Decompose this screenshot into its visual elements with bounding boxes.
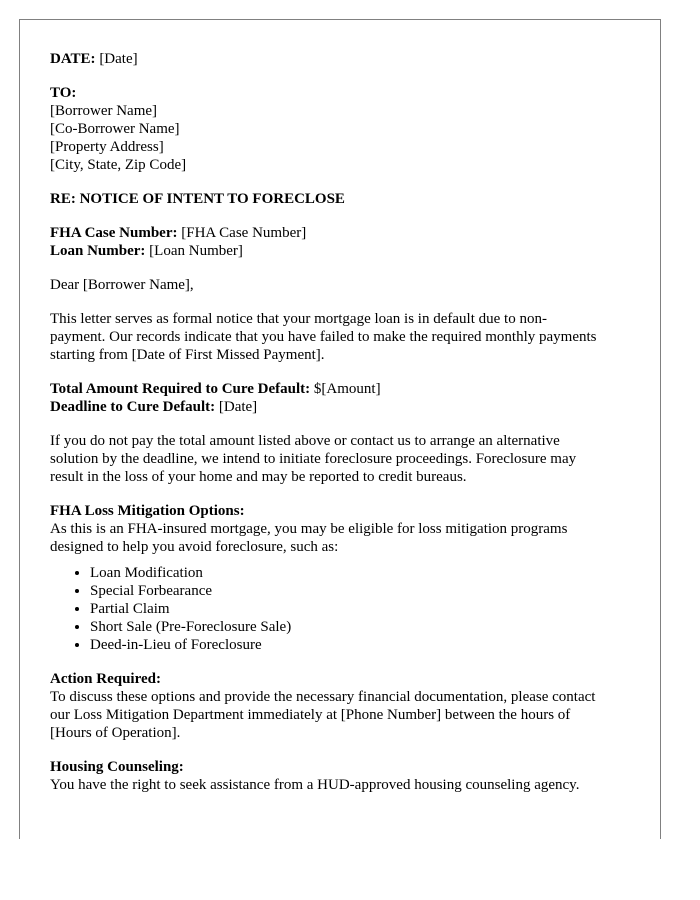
intro-paragraph xyxy=(50,310,640,364)
loan-number-label: Loan Number: xyxy=(50,243,146,259)
loan-number-line xyxy=(50,242,640,260)
action-heading: Action Required: xyxy=(50,671,161,687)
date-line xyxy=(50,50,640,68)
cure-deadline-value: [Date] xyxy=(218,399,258,415)
warning-paragraph xyxy=(50,432,640,486)
intro-line: starting from [Date of First Missed Payment]. xyxy=(50,347,325,363)
letter-page xyxy=(19,19,661,839)
fha-case-line xyxy=(50,224,640,242)
date-value: [Date] xyxy=(99,51,138,67)
cure-block xyxy=(50,380,640,416)
mitigation-line: As this is an FHA-insured mortgage, you may be eligible for loss mitigation programs xyxy=(50,521,568,537)
intro-line: This letter serves as formal notice that your mortgage loan is in default due to non- xyxy=(50,311,547,327)
recipient-line: [Property Address] xyxy=(50,139,164,155)
mitigation-line: designed to help you avoid foreclosure, such as: xyxy=(50,539,339,555)
cure-deadline-line xyxy=(50,398,640,416)
list-item: • Partial Claim xyxy=(90,600,640,618)
counseling-line: You have the right to seek assistance from a HUD-approved housing counseling agency. xyxy=(50,777,580,793)
date-label: DATE: xyxy=(50,51,96,67)
list-item: • Short Sale (Pre-Foreclosure Sale) xyxy=(90,618,640,636)
cure-amount-line xyxy=(50,380,640,398)
mitigation-section xyxy=(50,502,640,556)
recipient-line: [Co-Borrower Name] xyxy=(50,121,180,137)
list-item: • Loan Modification xyxy=(90,564,640,582)
counseling-heading: Housing Counseling: xyxy=(50,759,184,775)
recipient-line: [City, State, Zip Code] xyxy=(50,157,187,173)
action-section xyxy=(50,670,640,742)
to-label: TO: xyxy=(50,85,77,101)
fha-case-value: [FHA Case Number] xyxy=(181,225,307,241)
action-line: our Loss Mitigation Department immediately at [Phone Number] between the hours of xyxy=(50,707,571,723)
fha-case-label: FHA Case Number: xyxy=(50,225,178,241)
subject-text: RE: NOTICE OF INTENT TO FORECLOSE xyxy=(50,191,345,207)
case-block xyxy=(50,224,640,260)
cure-deadline-label: Deadline to Cure Default: xyxy=(50,399,216,415)
intro-line: payment. Our records indicate that you have failed to make the required monthly payments xyxy=(50,329,597,345)
warning-line: solution by the deadline, we intend to initiate foreclosure proceedings. Foreclosure may xyxy=(50,451,577,467)
counseling-section xyxy=(50,758,640,794)
list-item: • Special Forbearance xyxy=(90,582,640,600)
recipient-line: [Borrower Name] xyxy=(50,103,158,119)
action-line: To discuss these options and provide the necessary financial documentation, please contact xyxy=(50,689,596,705)
cure-amount-label: Total Amount Required to Cure Default: xyxy=(50,381,311,397)
loan-number-value: [Loan Number] xyxy=(149,243,243,259)
warning-line: If you do not pay the total amount listed above or contact us to arrange an alternative xyxy=(50,433,560,449)
letter-body xyxy=(50,50,640,810)
list-item: • Deed-in-Lieu of Foreclosure xyxy=(90,636,640,654)
subject-line xyxy=(50,190,640,208)
warning-line: result in the loss of your home and may be reported to credit bureaus. xyxy=(50,469,467,485)
mitigation-options-list xyxy=(50,564,640,654)
salutation: Dear [Borrower Name], xyxy=(50,277,194,293)
mitigation-heading: FHA Loss Mitigation Options: xyxy=(50,503,245,519)
recipient-block xyxy=(50,84,640,174)
action-line: [Hours of Operation]. xyxy=(50,725,181,741)
cure-amount-value: $[Amount] xyxy=(313,381,381,397)
